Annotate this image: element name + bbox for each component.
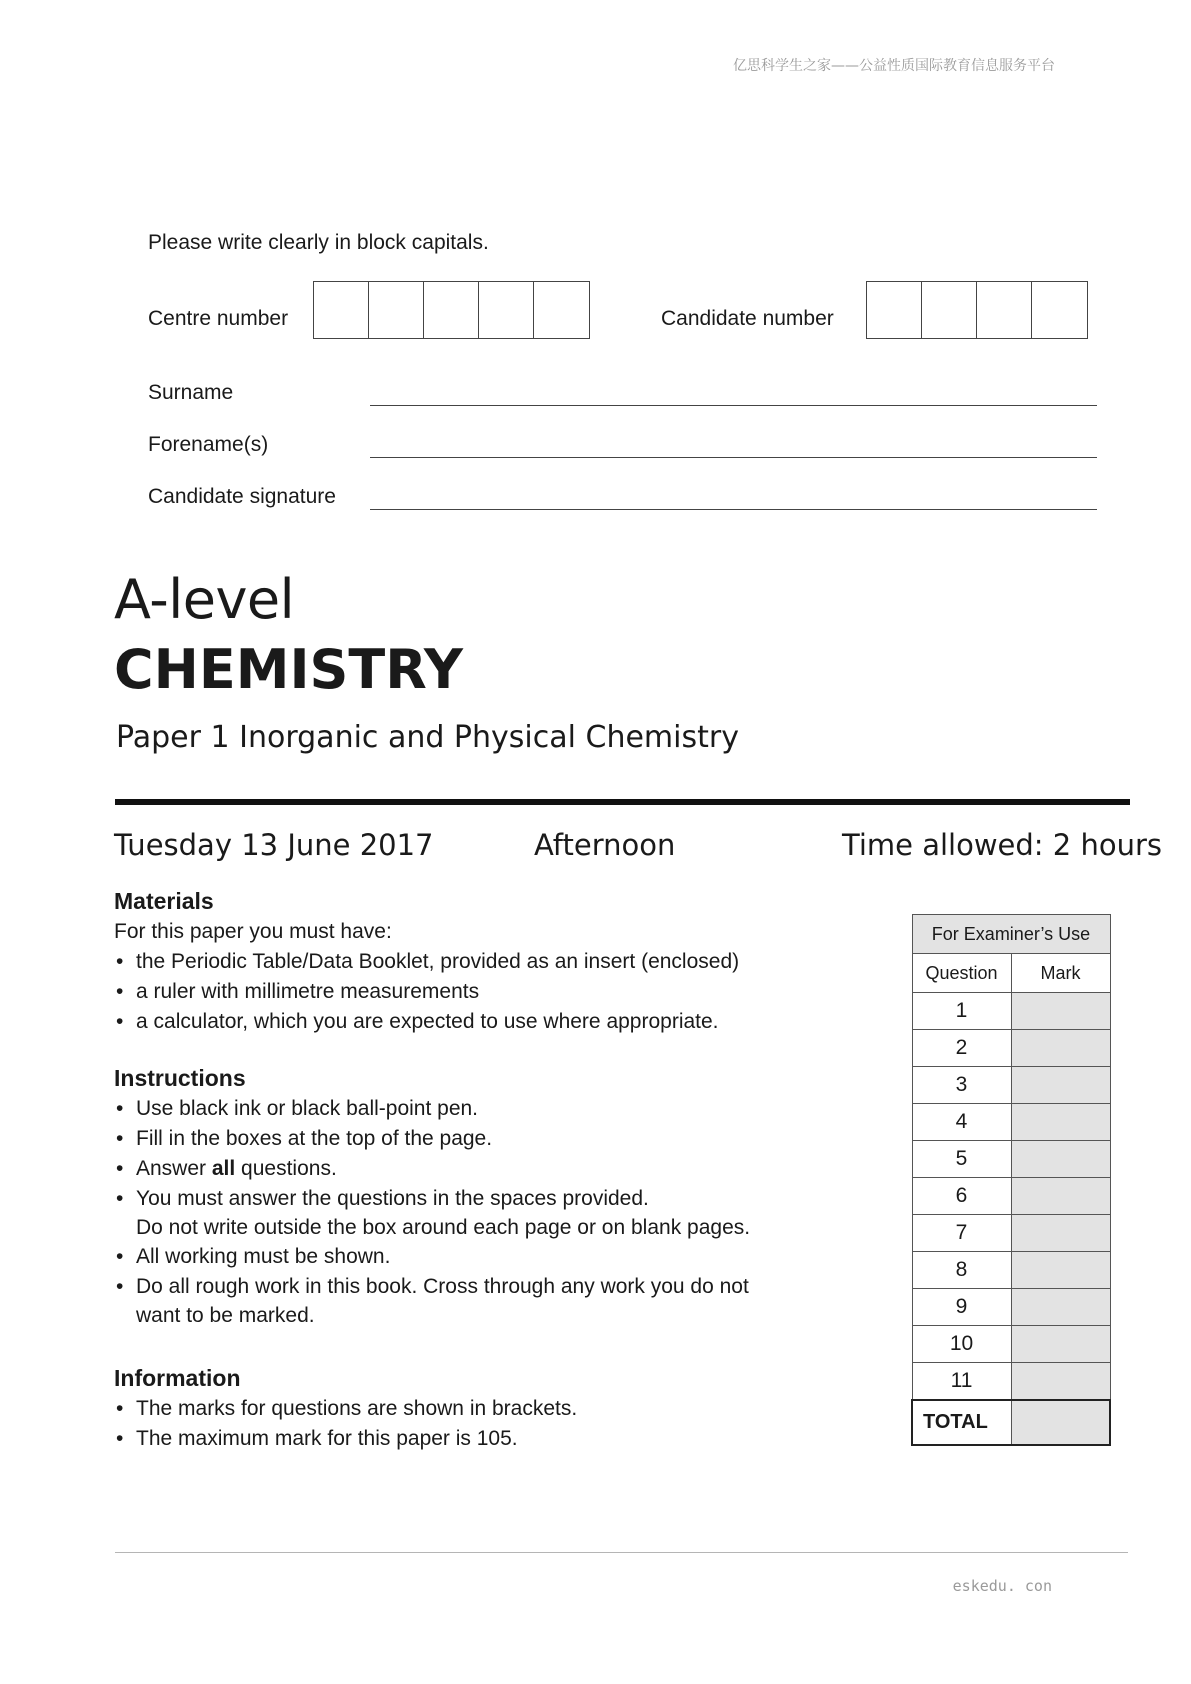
header-watermark: 亿思科学生之家——公益性质国际教育信息服务平台 [733, 58, 1055, 74]
signature-label: Candidate signature [148, 485, 336, 508]
list-item: • Do all rough work in this book. Cross through any work you do not want to be marked. [114, 1272, 834, 1330]
mark-cell [1011, 1289, 1110, 1326]
information-heading: Information [114, 1365, 241, 1391]
table-row [912, 1252, 1110, 1289]
table-row [912, 1067, 1110, 1104]
bullet-icon: • [116, 1157, 124, 1180]
total-mark-cell [1011, 1400, 1110, 1445]
mark-cell [1011, 1326, 1110, 1363]
materials-heading: Materials [114, 888, 214, 914]
candidate-number-digit-box[interactable] [867, 282, 922, 338]
candidate-number-digit-box[interactable] [922, 282, 977, 338]
bullet-icon: • [116, 1127, 124, 1150]
question-number: 6 [912, 1178, 1011, 1215]
bullet-icon: • [116, 950, 124, 973]
materials-section [114, 888, 814, 1037]
bullet-icon: • [116, 1275, 124, 1298]
mark-cell [1011, 1215, 1110, 1252]
centre-number-digit-box[interactable] [534, 282, 589, 338]
question-number: 3 [912, 1067, 1011, 1104]
table-row [912, 1141, 1110, 1178]
information-list [114, 1394, 834, 1454]
list-item: • Use black ink or black ball-point pen. [114, 1094, 834, 1124]
list-item: • All working must be shown. [114, 1242, 834, 1272]
table-row [912, 1363, 1110, 1401]
table-row [912, 1289, 1110, 1326]
mark-cell [1011, 993, 1110, 1030]
centre-number-digit-box[interactable] [369, 282, 424, 338]
question-number: 10 [912, 1326, 1011, 1363]
emphasis-all: all [211, 1157, 236, 1180]
time-allowed: Time allowed: 2 hours [842, 828, 1162, 862]
list-item: • The maximum mark for this paper is 105. [114, 1424, 834, 1454]
bullet-icon: • [116, 1097, 124, 1120]
mark-cell [1011, 1104, 1110, 1141]
bullet-icon: • [116, 1427, 124, 1450]
mark-column-header: Mark [1011, 954, 1110, 993]
forenames-label: Forename(s) [148, 433, 269, 456]
total-row [912, 1400, 1110, 1445]
footer-divider [115, 1552, 1128, 1553]
mark-cell [1011, 1030, 1110, 1067]
question-number: 11 [912, 1363, 1011, 1401]
qualification-level: A-level [114, 568, 295, 631]
centre-number-label: Centre number [148, 307, 289, 330]
list-item: • a calculator, which you are expected to use where appropriate. [114, 1007, 814, 1037]
forenames-line[interactable] [370, 457, 1097, 458]
exam-session: Afternoon [534, 828, 676, 862]
centre-number-boxes[interactable] [313, 281, 590, 339]
bullet-icon: • [116, 1245, 124, 1268]
question-number: 4 [912, 1104, 1011, 1141]
instructions-heading: Instructions [114, 1065, 246, 1091]
instructions-section [114, 1065, 834, 1330]
question-number: 5 [912, 1141, 1011, 1178]
information-section [114, 1365, 834, 1454]
mark-cell [1011, 1178, 1110, 1215]
candidate-number-boxes[interactable] [866, 281, 1088, 339]
candidate-number-label: Candidate number [661, 307, 834, 330]
table-row [912, 1104, 1110, 1141]
instructions-list [114, 1094, 834, 1330]
mark-cell [1011, 1067, 1110, 1104]
exam-date: Tuesday 13 June 2017 [114, 828, 434, 862]
question-number: 2 [912, 1030, 1011, 1067]
list-item: • Fill in the boxes at the top of the page. [114, 1124, 834, 1154]
question-column-header: Question [912, 954, 1011, 993]
bullet-icon: • [116, 1010, 124, 1033]
list-item: • You must answer the questions in the spaces provided. Do not write outside the box around each page or on blank pages. [114, 1184, 834, 1242]
paper-title: Paper 1 Inorganic and Physical Chemistry [116, 720, 739, 755]
table-row [912, 1326, 1110, 1363]
signature-line[interactable] [370, 509, 1097, 510]
mark-cell [1011, 1252, 1110, 1289]
materials-list [114, 947, 814, 1037]
list-item: • The marks for questions are shown in brackets. [114, 1394, 834, 1424]
surname-line[interactable] [370, 405, 1097, 406]
mark-cell [1011, 1363, 1110, 1401]
total-label: TOTAL [912, 1400, 1011, 1445]
block-capitals-instruction: Please write clearly in block capitals. [148, 231, 489, 254]
subject-title: CHEMISTRY [114, 638, 463, 701]
table-row [912, 1178, 1110, 1215]
bullet-icon: • [116, 980, 124, 1003]
centre-number-digit-box[interactable] [479, 282, 534, 338]
footer-watermark: eskedu. con [952, 1577, 1052, 1595]
question-number: 7 [912, 1215, 1011, 1252]
question-number: 9 [912, 1289, 1011, 1326]
table-row [912, 993, 1110, 1030]
title-divider [115, 799, 1130, 805]
candidate-number-digit-box[interactable] [977, 282, 1032, 338]
list-item: • Answer all questions. [114, 1154, 834, 1184]
examiner-table-title: For Examiner’s Use [912, 915, 1110, 954]
materials-intro: For this paper you must have: [114, 920, 392, 943]
list-item: • a ruler with millimetre measurements [114, 977, 814, 1007]
question-number: 8 [912, 1252, 1011, 1289]
table-row [912, 1215, 1110, 1252]
centre-number-digit-box[interactable] [424, 282, 479, 338]
surname-label: Surname [148, 381, 234, 404]
centre-number-digit-box[interactable] [314, 282, 369, 338]
candidate-number-digit-box[interactable] [1032, 282, 1087, 338]
question-number: 1 [912, 993, 1011, 1030]
list-item: • the Periodic Table/Data Booklet, provided as an insert (enclosed) [114, 947, 814, 977]
mark-cell [1011, 1141, 1110, 1178]
table-row [912, 1030, 1110, 1067]
examiner-use-table [911, 914, 1111, 1446]
bullet-icon: • [116, 1187, 124, 1210]
bullet-icon: • [116, 1397, 124, 1420]
